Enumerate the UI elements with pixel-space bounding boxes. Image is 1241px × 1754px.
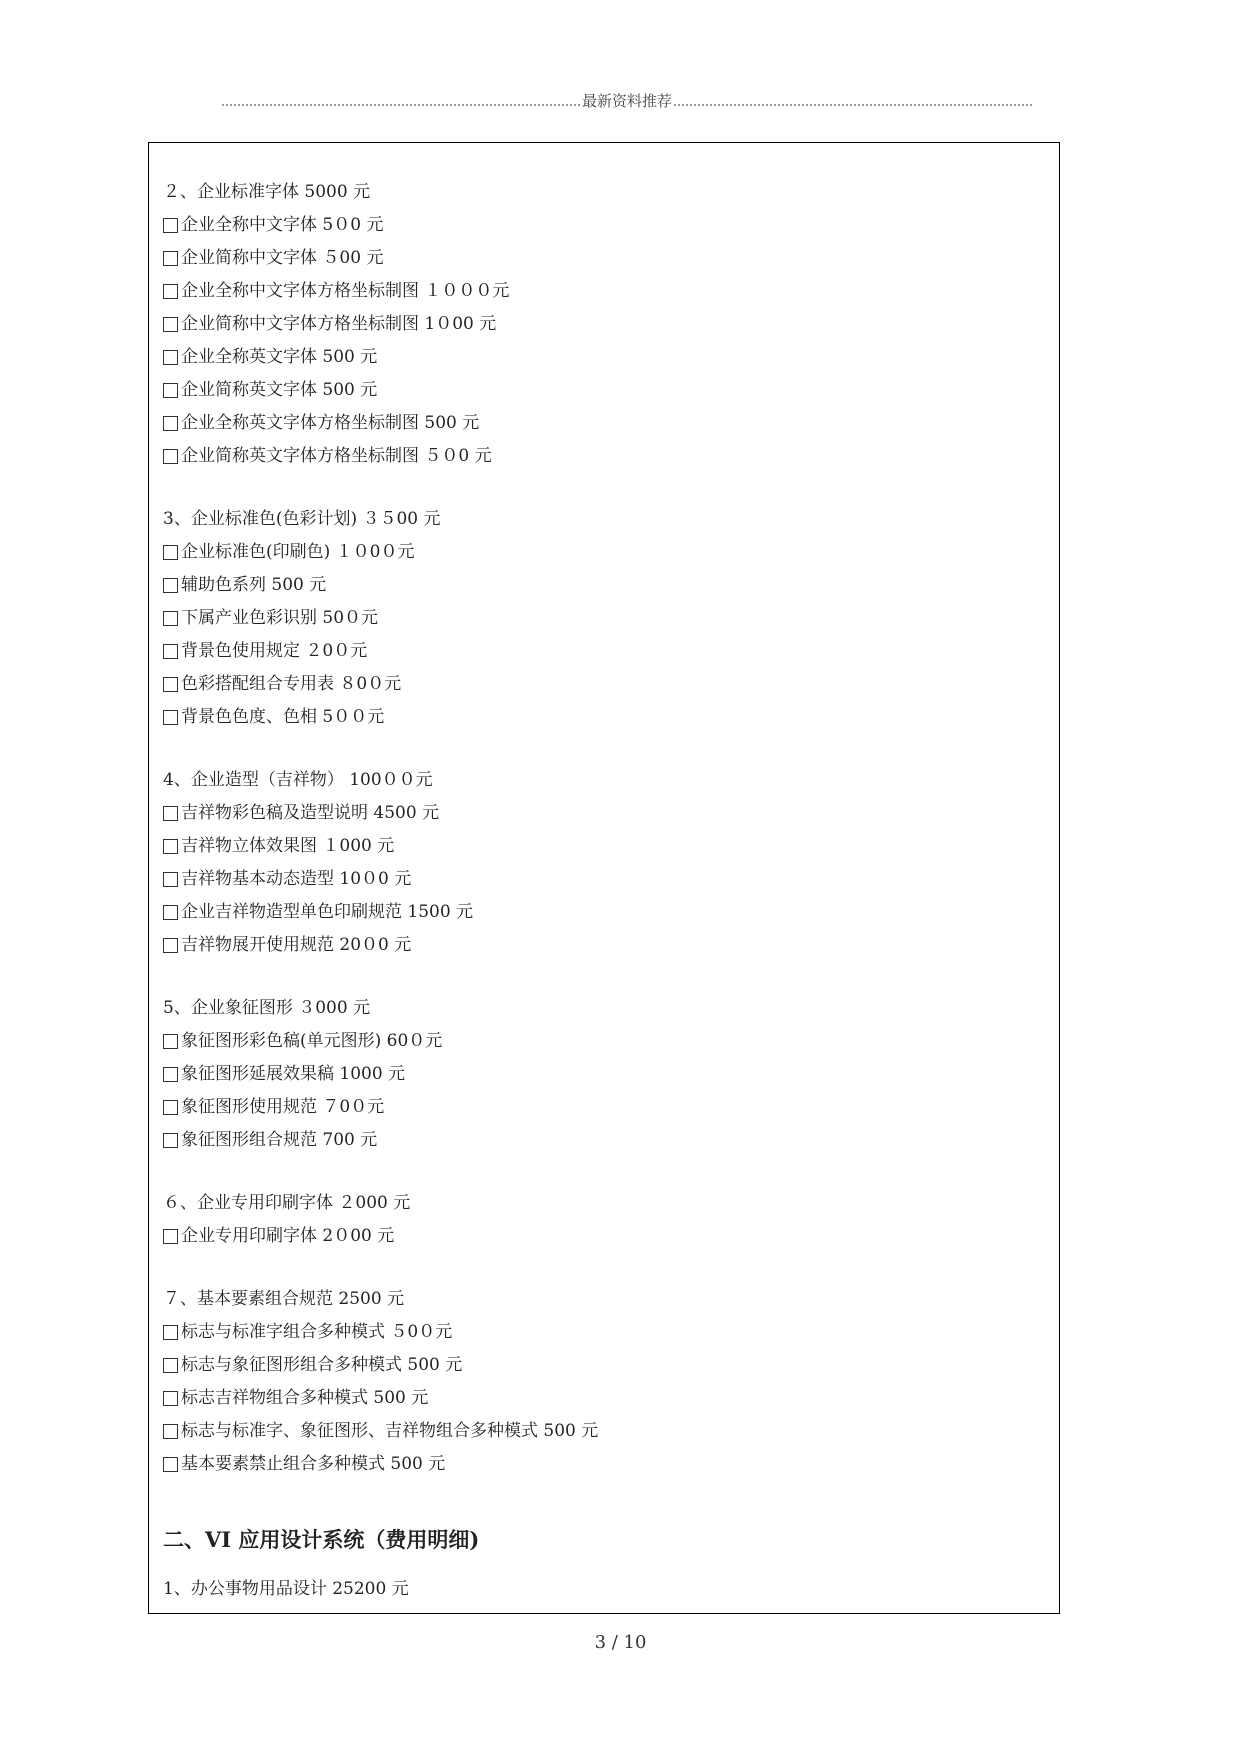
checklist-item bbox=[163, 569, 1045, 602]
item-label: 标志与标准字、象征图形、吉祥物组合多种模式 500 元 bbox=[181, 1421, 599, 1441]
page-header bbox=[222, 88, 1032, 112]
item-label: 背景色色度、色相 5００元 bbox=[181, 707, 385, 727]
checklist-item bbox=[163, 701, 1045, 734]
checkbox-icon[interactable] bbox=[163, 677, 178, 692]
item-label: 企业全称英文字体方格坐标制图 500 元 bbox=[181, 413, 480, 433]
section-gap bbox=[163, 1157, 1045, 1187]
checklist-item bbox=[163, 1025, 1045, 1058]
item-label: 企业简称英文字体 500 元 bbox=[181, 380, 378, 400]
checkbox-icon[interactable] bbox=[163, 1424, 178, 1439]
checkbox-icon[interactable] bbox=[163, 1133, 178, 1148]
checklist-item bbox=[163, 1448, 1045, 1481]
section-title: ６、企业专用印刷字体 ２000 元 bbox=[163, 1193, 411, 1213]
checkbox-icon[interactable] bbox=[163, 251, 178, 266]
checklist-item bbox=[163, 341, 1045, 374]
header-text: 最新资料推荐 bbox=[582, 91, 673, 110]
checklist-item bbox=[163, 896, 1045, 929]
checkbox-icon[interactable] bbox=[163, 317, 178, 332]
section-title: 4、企业造型（吉祥物） 100００元 bbox=[163, 770, 433, 790]
section-gap bbox=[163, 962, 1045, 992]
section-title: 5、企业象征图形 ３000 元 bbox=[163, 998, 371, 1018]
item-label: 吉祥物基本动态造型 10０0 元 bbox=[181, 869, 412, 889]
section-gap bbox=[163, 1481, 1045, 1511]
item-label: 象征图形使用规范 ７0０元 bbox=[181, 1097, 385, 1117]
item-label: 企业简称中文字体 ５00 元 bbox=[181, 248, 384, 268]
item-label: 企业简称英文字体方格坐标制图 ５０0 元 bbox=[181, 446, 492, 466]
checkbox-icon[interactable] bbox=[163, 1325, 178, 1340]
checkbox-icon[interactable] bbox=[163, 218, 178, 233]
checkbox-icon[interactable] bbox=[163, 710, 178, 725]
item-label: 下属产业色彩识别 50０元 bbox=[181, 608, 379, 628]
checklist-item bbox=[163, 635, 1045, 668]
section-gap bbox=[163, 473, 1045, 503]
checklist-item bbox=[163, 1415, 1045, 1448]
section-title: 3、企业标准色(色彩计划) ３５00 元 bbox=[163, 509, 441, 529]
checklist-item bbox=[163, 863, 1045, 896]
checklist-item bbox=[163, 536, 1045, 569]
section-gap bbox=[163, 1253, 1045, 1283]
checkbox-icon[interactable] bbox=[163, 644, 178, 659]
item-label: 象征图形延展效果稿 1000 元 bbox=[181, 1064, 406, 1084]
item-label: 标志与象征图形组合多种模式 500 元 bbox=[181, 1355, 463, 1375]
section-heading-2: 二、VI 应用设计系统（费用明细) bbox=[163, 1527, 480, 1552]
checkbox-icon[interactable] bbox=[163, 578, 178, 593]
checkbox-icon[interactable] bbox=[163, 416, 178, 431]
checklist-item bbox=[163, 1349, 1045, 1382]
checklist-item bbox=[163, 830, 1045, 863]
checklist-item bbox=[163, 1382, 1045, 1415]
item-label: 背景色使用规定 ２0０元 bbox=[181, 641, 368, 661]
item-label: 辅助色系列 500 元 bbox=[181, 575, 327, 595]
section-title: ７、基本要素组合规范 2500 元 bbox=[163, 1289, 405, 1309]
item-label: 企业全称英文字体 500 元 bbox=[181, 347, 378, 367]
item-label: 吉祥物展开使用规范 20０0 元 bbox=[181, 935, 412, 955]
checklist-item bbox=[163, 209, 1045, 242]
item-label: 企业全称中文字体 5０0 元 bbox=[181, 215, 384, 235]
content-body bbox=[163, 176, 1045, 1606]
checkbox-icon[interactable] bbox=[163, 905, 178, 920]
checkbox-icon[interactable] bbox=[163, 839, 178, 854]
checkbox-icon[interactable] bbox=[163, 284, 178, 299]
checkbox-icon[interactable] bbox=[163, 1100, 178, 1115]
item-label: 基本要素禁止组合多种模式 500 元 bbox=[181, 1454, 446, 1474]
item-label: 企业全称中文字体方格坐标制图 １０００元 bbox=[181, 281, 510, 301]
checklist-item bbox=[163, 929, 1045, 962]
checklist-item bbox=[163, 668, 1045, 701]
checklist-item bbox=[163, 1124, 1045, 1157]
item-label: 吉祥物立体效果图 １000 元 bbox=[181, 836, 395, 856]
checkbox-icon[interactable] bbox=[163, 1229, 178, 1244]
checklist-item bbox=[163, 1220, 1045, 1253]
checkbox-icon[interactable] bbox=[163, 611, 178, 626]
checklist-item bbox=[163, 1058, 1045, 1091]
item-label: 色彩搭配组合专用表 ８0０元 bbox=[181, 674, 402, 694]
checkbox-icon[interactable] bbox=[163, 350, 178, 365]
item-label: 企业简称中文字体方格坐标制图 1０00 元 bbox=[181, 314, 497, 334]
item-label: 企业吉祥物造型单色印刷规范 1500 元 bbox=[181, 902, 474, 922]
checklist-item bbox=[163, 602, 1045, 635]
checklist-item bbox=[163, 1316, 1045, 1349]
checkbox-icon[interactable] bbox=[163, 1034, 178, 1049]
checklist-item bbox=[163, 797, 1045, 830]
item-label: 象征图形组合规范 700 元 bbox=[181, 1130, 378, 1150]
checkbox-icon[interactable] bbox=[163, 1067, 178, 1082]
checkbox-icon[interactable] bbox=[163, 1457, 178, 1472]
subsection-title: 1、办公事物用品设计 25200 元 bbox=[163, 1579, 409, 1599]
item-label: 企业专用印刷字体 2０00 元 bbox=[181, 1226, 395, 1246]
checkbox-icon[interactable] bbox=[163, 545, 178, 560]
item-label: 企业标准色(印刷色) １０0０元 bbox=[181, 542, 415, 562]
section-gap bbox=[163, 734, 1045, 764]
checklist-item bbox=[163, 242, 1045, 275]
section-title: ２、企业标准字体 5000 元 bbox=[163, 182, 371, 202]
item-label: 吉祥物彩色稿及造型说明 4500 元 bbox=[181, 803, 440, 823]
item-label: 象征图形彩色稿(单元图形) 60０元 bbox=[181, 1031, 443, 1051]
page-number: 3 / 10 bbox=[594, 1632, 647, 1653]
checklist-item bbox=[163, 308, 1045, 341]
checkbox-icon[interactable] bbox=[163, 806, 178, 821]
checklist-item bbox=[163, 374, 1045, 407]
item-label: 标志吉祥物组合多种模式 500 元 bbox=[181, 1388, 429, 1408]
content-frame bbox=[148, 142, 1060, 1614]
checklist-item bbox=[163, 275, 1045, 308]
heading-gap bbox=[163, 1563, 1045, 1573]
checkbox-icon[interactable] bbox=[163, 938, 178, 953]
item-label: 标志与标准字组合多种模式 ５0０元 bbox=[181, 1322, 453, 1342]
checkbox-icon[interactable] bbox=[163, 1391, 178, 1406]
checklist-item bbox=[163, 407, 1045, 440]
checklist-item bbox=[163, 440, 1045, 473]
checkbox-icon[interactable] bbox=[163, 449, 178, 464]
checkbox-icon[interactable] bbox=[163, 872, 178, 887]
header-dots-right bbox=[674, 103, 1032, 106]
checklist-item bbox=[163, 1091, 1045, 1124]
checkbox-icon[interactable] bbox=[163, 383, 178, 398]
header-dots-left bbox=[222, 103, 580, 106]
checkbox-icon[interactable] bbox=[163, 1358, 178, 1373]
